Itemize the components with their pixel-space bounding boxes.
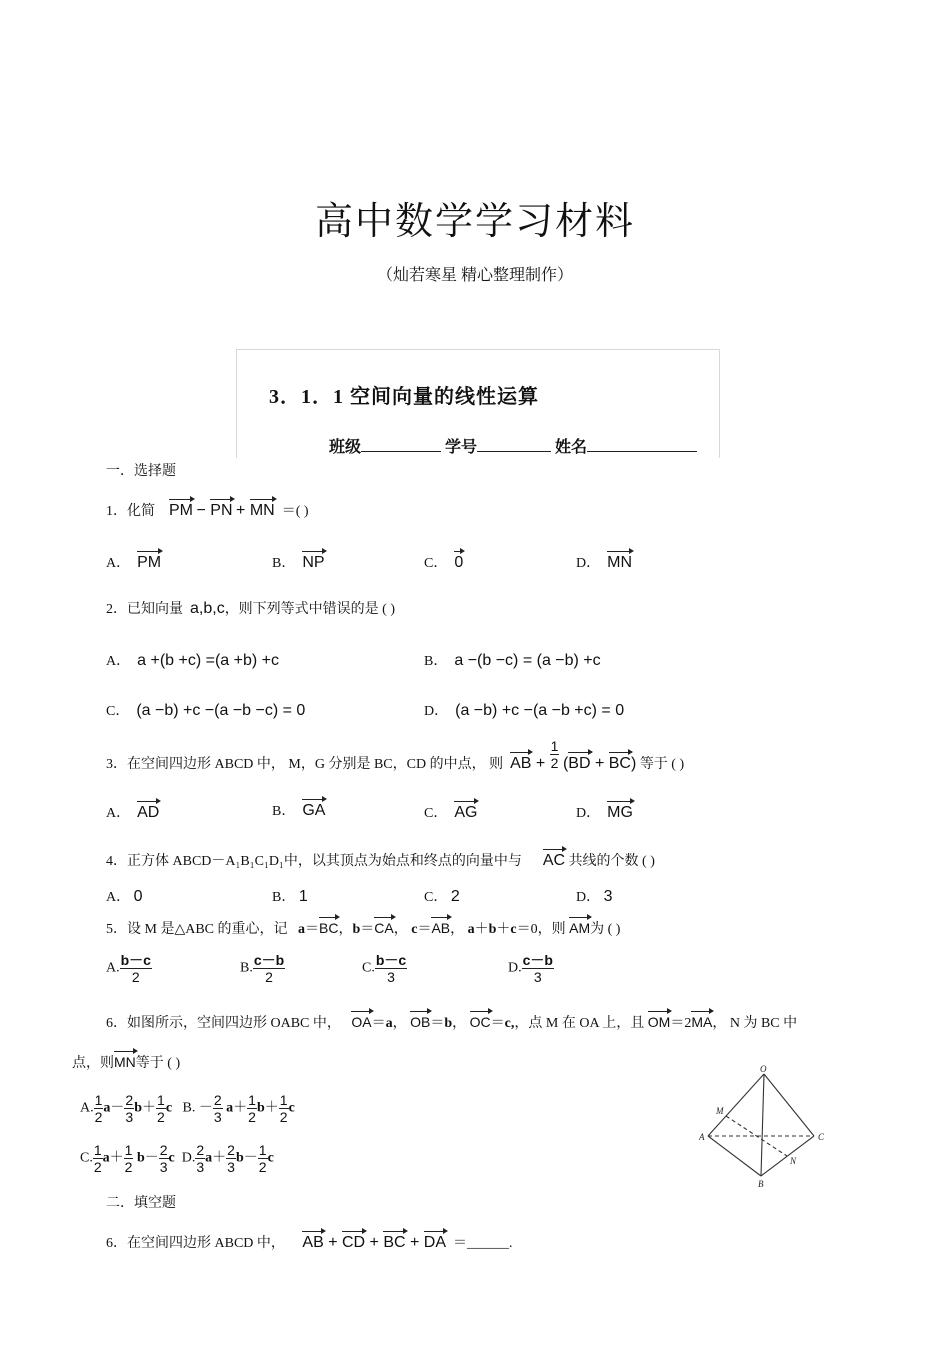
q3-option-c: C． AG <box>424 804 478 821</box>
label-b: B <box>758 1179 764 1189</box>
q2-option-c: C． (a −b) +c −(a −b −c) = 0 <box>106 702 306 719</box>
q2-option-a: A． a +(b +c) =(a +b) +c <box>106 652 279 669</box>
q5-option-a: A. $\frac{b-c}{2}$ <box>106 952 151 985</box>
q4-option-c: C． 2 <box>424 888 460 905</box>
q1-option-c: C． 0 <box>424 554 464 571</box>
q6-options-ab: A. $\frac{1}{2}$ a－ $\frac{2}{3}$ b＋ $\frac{1}{2}$ c B. － $\frac{2}{3}$ a＋ $\frac{1}{2}$ b＋ $\frac{1}{2}$ c <box>80 1092 295 1125</box>
q4-option-b: B． 1 <box>272 888 308 905</box>
edge-cb <box>761 1136 814 1176</box>
class-label: 班级 <box>329 439 362 456</box>
q3-option-d: D． MG <box>576 804 633 821</box>
section-title: 3．1．1 空间向量的线性运算 <box>269 386 539 408</box>
q2-option-b: B． a −(b −c) = (a −b) +c <box>424 652 601 669</box>
q1-tail: ＝( ) <box>281 504 309 519</box>
segment-mn <box>726 1116 787 1156</box>
q2-vectors: a,b,c <box>190 600 225 617</box>
question-1: 1．化简 PM − PN + MN ＝( ) <box>106 502 309 519</box>
q4-option-a: A． 0 <box>106 888 143 905</box>
name-blank <box>587 439 697 452</box>
section-fill-heading: 二．填空题 <box>106 1196 176 1211</box>
question-fill-6: 6．在空间四边形 ABCD 中， AB + CD + BC + DA ＝______. <box>106 1234 513 1251</box>
name-label: 姓名 <box>555 439 588 456</box>
label-n: N <box>790 1156 797 1166</box>
q3-option-b: B． GA <box>272 802 326 819</box>
edge-ob <box>761 1074 764 1176</box>
q1-vec-1: PM <box>169 502 193 519</box>
q1-option-a: A． PM <box>106 554 162 571</box>
q1-vec-3: MN <box>249 502 275 519</box>
edge-oc <box>764 1074 814 1136</box>
question-6: 6．如图所示，空间四边形 OABC 中， OA＝a， OB＝b， OC＝c,，点 M 在 OA 上，且 OM＝2MA， N 为 BC 中 <box>106 1014 798 1031</box>
q1-stem: 1．化简 <box>106 504 155 519</box>
q1-option-b: B． NP <box>272 554 325 571</box>
document-title: 高中数学学习材料 <box>314 201 635 243</box>
label-a: A <box>699 1132 705 1142</box>
q2-option-d: D． (a −b) +c −(a −b +c) = 0 <box>424 702 625 719</box>
question-3: 3．在空间四边形 ABCD 中， M，G 分别是 BC，CD 的中点， 则 AB + $\frac{1}{2}$ (BD + BC) 等于 ( ) <box>106 738 685 772</box>
question-5: 5．设 M 是△ABC 的重心，记 a＝BC，b＝CA， c＝AB， a＋b＋c＝0，则 AM为 ( ) <box>106 920 621 937</box>
class-blank <box>361 439 441 452</box>
q3-option-a: A． AD <box>106 804 160 821</box>
q1-option-d: D． MN <box>576 554 633 571</box>
question-2: 2．已知向量 a,b,c，则下列等式中错误的是 ( ) <box>106 600 396 617</box>
label-c: C <box>818 1132 825 1142</box>
label-m: M <box>716 1106 724 1116</box>
id-label: 学号 <box>445 439 478 456</box>
edge-oa <box>708 1074 764 1136</box>
section-header-box <box>236 349 720 458</box>
edge-ab <box>708 1136 761 1176</box>
q5-option-c: C. $\frac{b-c}{3}$ <box>362 952 407 985</box>
label-o: O <box>760 1064 767 1074</box>
q5-option-b: B. $\frac{c-b}{2}$ <box>240 952 285 985</box>
question-4: 4．正方体 ABCD－A₁B₁C₁D₁中，以其顶点为始点和终点的向量中与 AC 共线的个数 ( ) <box>106 852 655 869</box>
q6-options-cd: C. $\frac{1}{2}$ a＋ $\frac{1}{2}$ b－ $\frac{2}{3}$ c D. $\frac{2}{3}$ a＋ $\frac{2}{3}$ b－ $\frac{1}{2}$ c <box>80 1142 274 1175</box>
student-info-line <box>329 434 697 457</box>
q5-option-d: D. $\frac{c-b}{3}$ <box>508 952 553 985</box>
q1-vec-2: PN <box>210 502 233 519</box>
tetrahedron-figure <box>694 1064 844 1194</box>
document-subtitle: （灿若寒星 精心整理制作） <box>376 267 573 284</box>
q4-option-d: D． 3 <box>576 888 613 905</box>
section-choice-heading: 一．选择题 <box>106 464 176 479</box>
id-blank <box>477 439 551 452</box>
question-6-line-2: 点，则MN等于 ( ) <box>72 1054 181 1071</box>
